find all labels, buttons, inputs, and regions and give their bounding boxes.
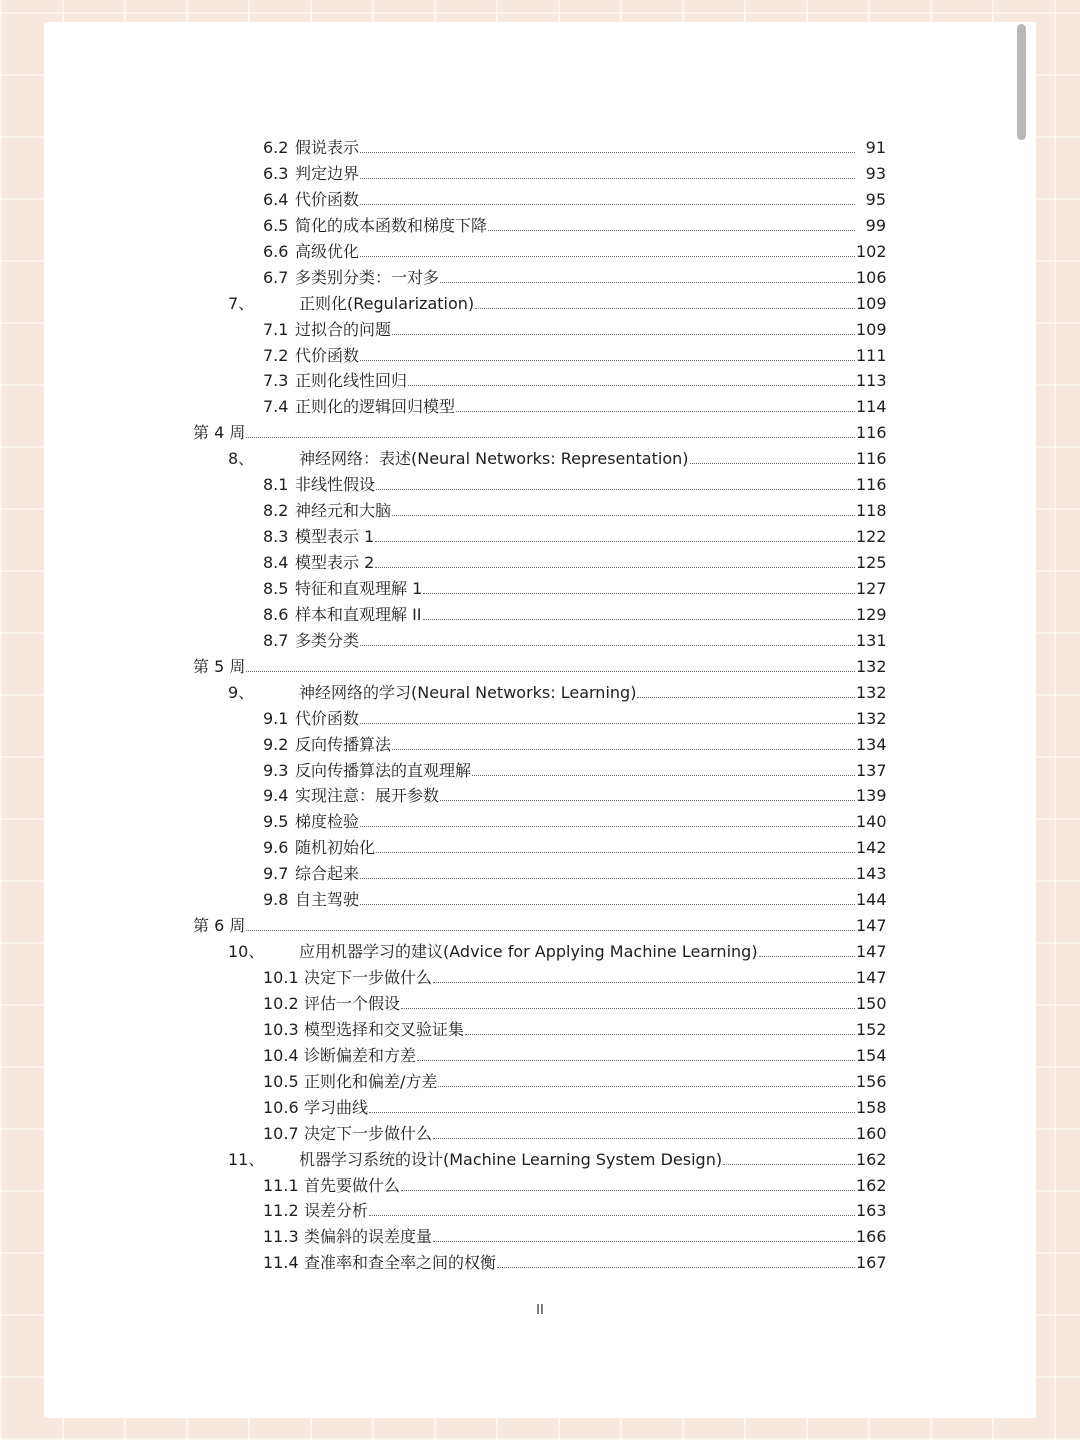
toc-entry-chapter[interactable] xyxy=(0,1147,1080,1173)
toc-entry-section[interactable] xyxy=(0,991,1080,1017)
toc-entry-number: 10.6 xyxy=(263,1097,299,1117)
toc-entry-section[interactable] xyxy=(0,135,1080,161)
toc-entry-section[interactable] xyxy=(0,317,1080,343)
dot-leader xyxy=(637,680,855,698)
dot-leader xyxy=(369,1198,855,1216)
toc-entry-number: 7.2 xyxy=(263,345,289,365)
toc-entry-number: 11、 xyxy=(228,1149,265,1169)
toc-entry-page-number: 122 xyxy=(856,527,887,547)
toc-entry-label xyxy=(263,343,857,369)
toc-entry-page-number: 150 xyxy=(856,993,887,1013)
toc-entry-title: 特征和直观理解 1 xyxy=(295,578,423,598)
toc-entry-title: 高级优化 xyxy=(295,241,360,261)
toc-entry-number: 10.3 xyxy=(263,1019,299,1039)
toc-entry-label xyxy=(263,1250,857,1276)
toc-entry-label xyxy=(263,1224,857,1250)
toc-entry-label xyxy=(228,291,857,317)
toc-entry-title: 模型表示 2 xyxy=(295,553,375,572)
toc-entry-page-number: 158 xyxy=(856,1097,887,1117)
toc-entry-page-number: 113 xyxy=(856,371,887,391)
toc-entry-section[interactable] xyxy=(0,576,1080,602)
toc-entry-page-number: 139 xyxy=(856,786,887,806)
table-of-contents xyxy=(0,135,1080,1276)
dot-leader xyxy=(488,213,855,231)
toc-entry-number: 9.6 xyxy=(263,838,289,858)
toc-entry-number: 7.4 xyxy=(263,397,289,417)
toc-entry-section[interactable] xyxy=(0,1198,1080,1224)
toc-entry-title: 首先要做什么 xyxy=(304,1175,401,1195)
toc-entry-section[interactable] xyxy=(0,550,1080,576)
toc-entry-page-number: 137 xyxy=(856,760,887,780)
toc-entry-section[interactable] xyxy=(0,239,1080,265)
toc-entry-title: 代价函数 xyxy=(295,189,360,209)
toc-entry-title: 综合起来 xyxy=(295,864,360,884)
toc-entry-section[interactable] xyxy=(0,1250,1080,1276)
toc-entry-page-number: 132 xyxy=(856,708,887,728)
toc-entry-section[interactable] xyxy=(0,343,1080,369)
toc-entry-title: 多类分类 xyxy=(295,630,360,650)
toc-entry-number: 8.6 xyxy=(263,604,289,624)
toc-entry-page-number: 99 xyxy=(865,215,886,235)
toc-entry-section[interactable] xyxy=(0,472,1080,498)
dot-leader xyxy=(401,991,855,1009)
toc-entry-page-number: 166 xyxy=(856,1227,887,1247)
toc-entry-section[interactable] xyxy=(0,602,1080,628)
dot-leader xyxy=(690,446,856,464)
toc-entry-section[interactable] xyxy=(0,394,1080,420)
toc-entry-section[interactable] xyxy=(0,213,1080,239)
toc-entry-number: 8.1 xyxy=(263,475,289,495)
toc-entry-label xyxy=(228,446,857,472)
toc-entry-page-number: 102 xyxy=(856,241,887,261)
toc-entry-page-number: 162 xyxy=(856,1149,887,1169)
dot-leader xyxy=(369,1095,855,1113)
toc-entry-section[interactable] xyxy=(0,965,1080,991)
dot-leader xyxy=(423,576,855,594)
toc-entry-page-number: 95 xyxy=(865,189,886,209)
toc-entry-section[interactable] xyxy=(0,809,1080,835)
toc-entry-number: 9.7 xyxy=(263,864,289,884)
toc-entry-label xyxy=(263,783,857,809)
toc-entry-section[interactable] xyxy=(0,265,1080,291)
toc-entry-label xyxy=(263,835,857,861)
toc-entry-label xyxy=(263,965,857,991)
toc-entry-page-number: 160 xyxy=(856,1123,887,1143)
toc-entry-page-number: 147 xyxy=(856,942,887,962)
toc-entry-title: 模型选择和交叉验证集 xyxy=(304,1019,465,1039)
toc-entry-number: 9.8 xyxy=(263,890,289,910)
toc-entry-title: 误差分析 xyxy=(304,1201,369,1221)
toc-entry-section[interactable] xyxy=(0,861,1080,887)
toc-entry-label xyxy=(263,317,857,343)
toc-entry-section[interactable] xyxy=(0,1095,1080,1121)
toc-entry-section[interactable] xyxy=(0,1121,1080,1147)
toc-entry-number: 9.1 xyxy=(263,708,289,728)
toc-entry-number: 11.1 xyxy=(263,1175,299,1195)
toc-entry-title: 评估一个假设 xyxy=(304,993,401,1013)
toc-entry-label xyxy=(263,628,857,654)
dot-leader xyxy=(433,1121,855,1139)
toc-entry-label xyxy=(263,550,857,576)
toc-entry-label xyxy=(263,602,857,628)
dot-leader xyxy=(246,913,855,931)
toc-entry-page-number: 167 xyxy=(856,1253,887,1273)
toc-entry-number: 11.4 xyxy=(263,1253,299,1273)
toc-entry-title: 机器学习系统的设计(Machine Learning System Design) xyxy=(299,1149,723,1169)
toc-entry-page-number: 93 xyxy=(865,163,886,183)
toc-entry-number: 10.5 xyxy=(263,1071,299,1091)
toc-entry-number: 8.4 xyxy=(263,553,289,572)
toc-entry-page-number: 125 xyxy=(856,553,887,572)
toc-entry-title: 反向传播算法的直观理解 xyxy=(295,760,472,780)
toc-entry-title: 决定下一步做什么 xyxy=(304,1123,433,1143)
toc-entry-label xyxy=(263,809,857,835)
toc-entry-number: 11.3 xyxy=(263,1227,299,1247)
toc-entry-label xyxy=(263,524,857,550)
toc-entry-title: 自主驾驶 xyxy=(295,890,360,910)
dot-leader xyxy=(423,602,855,620)
dot-leader xyxy=(360,706,855,724)
toc-entry-title: 实现注意：展开参数 xyxy=(295,786,440,806)
toc-entry-title: 类偏斜的误差度量 xyxy=(304,1227,433,1247)
dot-leader xyxy=(360,343,855,361)
toc-entry-section[interactable] xyxy=(0,758,1080,784)
toc-entry-section[interactable] xyxy=(0,498,1080,524)
toc-entry-page-number: 91 xyxy=(865,138,886,157)
toc-entry-page-number: 143 xyxy=(856,864,887,884)
toc-entry-title: 反向传播算法 xyxy=(295,734,392,754)
toc-entry-page-number: 156 xyxy=(856,1071,887,1091)
dot-leader xyxy=(440,783,855,801)
toc-entry-label xyxy=(263,1121,857,1147)
toc-entry-page-number: 109 xyxy=(856,319,887,339)
toc-entry-page-number: 116 xyxy=(856,423,887,443)
toc-entry-number: 6.4 xyxy=(263,189,289,209)
toc-entry-page-number: 147 xyxy=(856,968,887,987)
toc-entry-title: 决定下一步做什么 xyxy=(304,968,433,987)
toc-entry-title: 查准率和查全率之间的权衡 xyxy=(304,1253,497,1273)
toc-entry-label xyxy=(263,213,857,239)
dot-leader xyxy=(475,291,855,309)
toc-entry-title: 应用机器学习的建议(Advice for Applying Machine Learning) xyxy=(299,942,758,962)
toc-entry-label xyxy=(263,161,857,187)
toc-entry-page-number: 163 xyxy=(856,1201,887,1221)
toc-entry-page-number: 118 xyxy=(856,501,887,521)
dot-leader xyxy=(360,809,855,827)
toc-entry-title: 模型表示 1 xyxy=(295,527,375,547)
toc-entry-section[interactable] xyxy=(0,1017,1080,1043)
toc-entry-label xyxy=(263,732,857,758)
toc-entry-week[interactable] xyxy=(0,654,1080,680)
toc-entry-label xyxy=(263,135,857,161)
dot-leader xyxy=(497,1250,855,1268)
toc-entry-title: 代价函数 xyxy=(295,708,360,728)
dot-leader xyxy=(408,368,855,386)
toc-entry-number: 6.2 xyxy=(263,138,289,157)
toc-entry-label xyxy=(263,1043,857,1069)
toc-entry-number: 9.2 xyxy=(263,734,289,754)
toc-entry-label xyxy=(263,239,857,265)
dot-leader xyxy=(360,628,855,646)
dot-leader xyxy=(433,1224,855,1242)
toc-entry-title: 正则化和偏差/方差 xyxy=(304,1071,438,1091)
toc-entry-section[interactable] xyxy=(0,706,1080,732)
toc-entry-page-number: 134 xyxy=(856,734,887,754)
toc-entry-page-number: 116 xyxy=(856,475,887,495)
toc-entry-label xyxy=(263,887,857,913)
toc-entry-page-number: 114 xyxy=(856,397,887,417)
toc-entry-label xyxy=(263,861,857,887)
dot-leader xyxy=(376,835,855,853)
toc-entry-week[interactable] xyxy=(0,420,1080,446)
dot-leader xyxy=(472,758,855,776)
toc-entry-number: 10.2 xyxy=(263,993,299,1013)
toc-entry-label xyxy=(263,472,857,498)
toc-entry-title: 非线性假设 xyxy=(295,475,376,495)
toc-entry-number: 10.4 xyxy=(263,1045,299,1065)
toc-entry-number: 8.3 xyxy=(263,527,289,547)
toc-entry-number: 6.7 xyxy=(263,267,289,287)
toc-entry-title: 学习曲线 xyxy=(304,1097,369,1117)
dot-leader xyxy=(392,498,855,516)
toc-entry-section[interactable] xyxy=(0,161,1080,187)
toc-entry-title: 多类别分类：一对多 xyxy=(295,267,440,287)
toc-entry-title: 判定边界 xyxy=(295,163,360,183)
toc-entry-title: 神经网络：表述(Neural Networks: Representation) xyxy=(299,449,689,469)
toc-entry-chapter[interactable] xyxy=(0,446,1080,472)
toc-entry-label xyxy=(228,1147,857,1173)
toc-entry-number: 8.5 xyxy=(263,578,289,598)
toc-entry-number: 8.7 xyxy=(263,630,289,650)
toc-entry-page-number: 142 xyxy=(856,838,887,858)
toc-entry-number: 10、 xyxy=(228,942,265,962)
toc-entry-page-number: 154 xyxy=(856,1045,887,1065)
toc-entry-title: 神经网络的学习(Neural Networks: Learning) xyxy=(299,682,637,702)
dot-leader xyxy=(360,187,855,205)
toc-entry-section[interactable] xyxy=(0,1043,1080,1069)
toc-entry-label xyxy=(193,420,857,446)
toc-entry-label xyxy=(263,1017,857,1043)
toc-entry-title: 过拟合的问题 xyxy=(295,319,392,339)
toc-entry-label xyxy=(263,394,857,420)
toc-entry-number: 7.1 xyxy=(263,319,289,339)
toc-entry-page-number: 127 xyxy=(856,578,887,598)
dot-leader xyxy=(465,1017,855,1035)
scrollbar-thumb[interactable] xyxy=(1017,24,1026,140)
dot-leader xyxy=(392,317,855,335)
dot-leader xyxy=(401,1173,855,1191)
toc-entry-label xyxy=(263,576,857,602)
toc-entry-title: 梯度检验 xyxy=(295,812,360,832)
toc-entry-title: 随机初始化 xyxy=(295,838,376,858)
toc-entry-label xyxy=(263,1069,857,1095)
toc-entry-number: 9、 xyxy=(228,682,255,702)
toc-entry-number: 6.3 xyxy=(263,163,289,183)
dot-leader xyxy=(440,265,855,283)
toc-entry-title: 第 4 周 xyxy=(193,423,246,443)
dot-leader xyxy=(759,939,855,957)
toc-entry-label xyxy=(263,1198,857,1224)
toc-entry-number: 9.5 xyxy=(263,812,289,832)
toc-entry-page-number: 111 xyxy=(856,345,887,365)
toc-entry-page-number: 152 xyxy=(856,1019,887,1039)
toc-entry-number: 11.2 xyxy=(263,1201,299,1221)
toc-entry-chapter[interactable] xyxy=(0,291,1080,317)
dot-leader xyxy=(376,472,855,490)
toc-entry-title: 第 6 周 xyxy=(193,916,246,936)
toc-entry-section[interactable] xyxy=(0,783,1080,809)
dot-leader xyxy=(433,965,855,983)
toc-entry-section[interactable] xyxy=(0,524,1080,550)
dot-leader xyxy=(360,887,855,905)
dot-leader xyxy=(360,861,855,879)
toc-entry-label xyxy=(263,991,857,1017)
footer-page-number: II xyxy=(536,1303,544,1318)
dot-leader xyxy=(456,394,855,412)
toc-entry-page-number: 147 xyxy=(856,916,887,936)
toc-entry-number: 6.6 xyxy=(263,241,289,261)
toc-entry-number: 7.3 xyxy=(263,371,289,391)
toc-entry-label xyxy=(263,498,857,524)
dot-leader xyxy=(375,550,855,568)
dot-leader xyxy=(438,1069,855,1087)
toc-entry-number: 10.7 xyxy=(263,1123,299,1143)
toc-entry-title: 正则化的逻辑回归模型 xyxy=(295,397,456,417)
toc-entry-title: 正则化线性回归 xyxy=(295,371,408,391)
toc-entry-page-number: 106 xyxy=(856,267,887,287)
toc-entry-section[interactable] xyxy=(0,887,1080,913)
toc-entry-title: 神经元和大脑 xyxy=(295,501,392,521)
toc-entry-number: 8.2 xyxy=(263,501,289,521)
toc-entry-section[interactable] xyxy=(0,732,1080,758)
toc-entry-chapter[interactable] xyxy=(0,939,1080,965)
dot-leader xyxy=(375,524,855,542)
toc-entry-number: 6.5 xyxy=(263,215,289,235)
toc-entry-title: 正则化(Regularization) xyxy=(299,293,475,313)
toc-entry-section[interactable] xyxy=(0,1069,1080,1095)
toc-entry-label xyxy=(263,187,857,213)
dot-leader xyxy=(360,161,855,179)
toc-entry-title: 样本和直观理解 II xyxy=(295,604,422,624)
toc-entry-page-number: 131 xyxy=(856,630,887,650)
toc-entry-number: 9.4 xyxy=(263,786,289,806)
dot-leader xyxy=(246,420,855,438)
toc-entry-page-number: 140 xyxy=(856,812,887,832)
toc-entry-label xyxy=(263,1095,857,1121)
toc-entry-title: 诊断偏差和方差 xyxy=(304,1045,417,1065)
dot-leader xyxy=(417,1043,855,1061)
toc-entry-title: 代价函数 xyxy=(295,345,360,365)
toc-entry-page-number: 162 xyxy=(856,1175,887,1195)
dot-leader xyxy=(246,654,855,672)
toc-entry-number: 8、 xyxy=(228,449,255,469)
toc-entry-page-number: 144 xyxy=(856,890,887,910)
toc-entry-label xyxy=(263,368,857,394)
dot-leader xyxy=(723,1147,855,1165)
toc-entry-section[interactable] xyxy=(0,1224,1080,1250)
toc-entry-label xyxy=(228,939,857,965)
toc-entry-label xyxy=(228,680,857,706)
toc-entry-label xyxy=(193,913,857,939)
toc-entry-section[interactable] xyxy=(0,368,1080,394)
toc-entry-week[interactable] xyxy=(0,913,1080,939)
toc-entry-section[interactable] xyxy=(0,1173,1080,1199)
dot-leader xyxy=(360,135,855,153)
toc-entry-section[interactable] xyxy=(0,628,1080,654)
dot-leader xyxy=(360,239,855,257)
toc-entry-page-number: 109 xyxy=(856,293,887,313)
toc-entry-number: 7、 xyxy=(228,293,255,313)
toc-entry-number: 9.3 xyxy=(263,760,289,780)
toc-entry-label xyxy=(263,706,857,732)
toc-entry-label xyxy=(193,654,857,680)
toc-entry-label xyxy=(263,1173,857,1199)
toc-entry-title: 简化的成本函数和梯度下降 xyxy=(295,215,488,235)
toc-entry-page-number: 132 xyxy=(856,656,887,676)
toc-entry-number: 10.1 xyxy=(263,968,299,987)
toc-entry-title: 第 5 周 xyxy=(193,656,246,676)
toc-entry-title: 假说表示 xyxy=(295,138,360,157)
toc-entry-section[interactable] xyxy=(0,835,1080,861)
toc-entry-chapter[interactable] xyxy=(0,680,1080,706)
toc-entry-page-number: 132 xyxy=(856,682,887,702)
toc-entry-section[interactable] xyxy=(0,187,1080,213)
toc-entry-label xyxy=(263,758,857,784)
dot-leader xyxy=(392,732,855,750)
toc-entry-page-number: 116 xyxy=(856,449,887,469)
toc-entry-label xyxy=(263,265,857,291)
toc-entry-page-number: 129 xyxy=(856,604,887,624)
